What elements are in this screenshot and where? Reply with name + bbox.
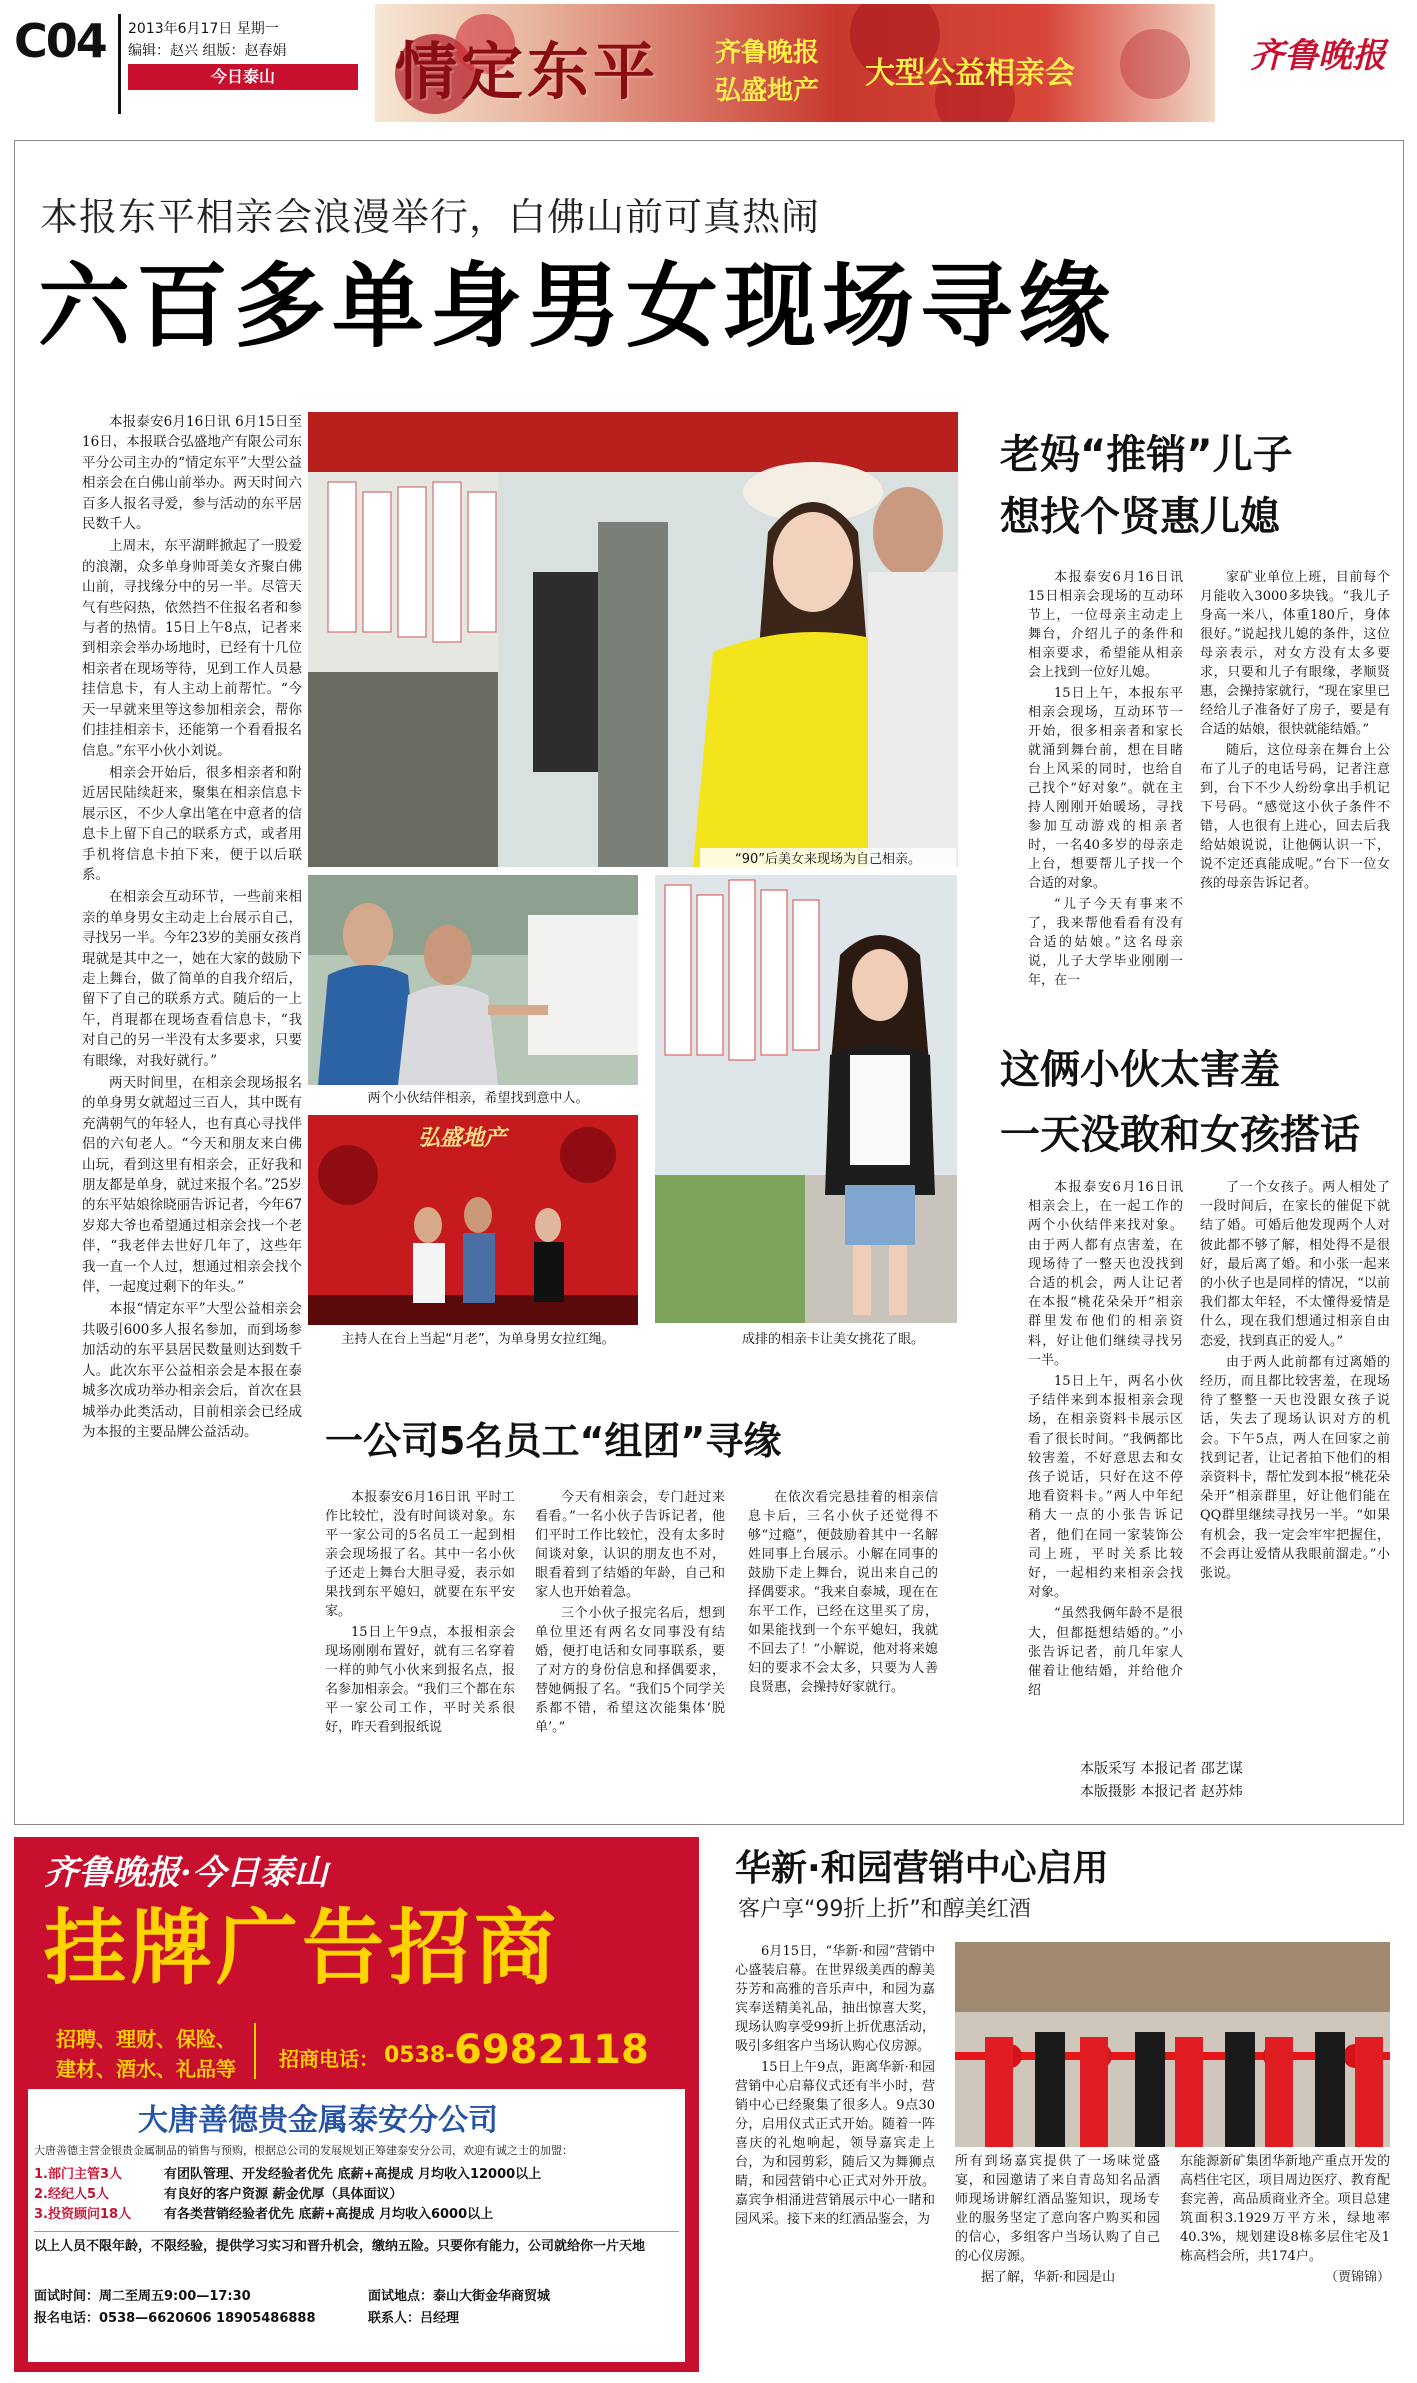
page-number: C04 <box>14 14 106 68</box>
sub1-para-2: 15日上午，本报东平相亲会现场，互动环节一开始，很多相亲者和家长就涌到舞台前，想在目睹台上风采的同时，也给自己找个“好对象”。就在主持人刚刚开始暖场，寻找参加互动游戏的相亲者时，一名40多岁的母亲走上台，想要帮儿子找一个合适的对象。 <box>1028 686 1183 891</box>
ad-job-row <box>34 2205 679 2225</box>
promo-para-3: 所有到场嘉宾提供了一场味觉盛宴，和园邀请了来自青岛知名品酒师现场讲解红酒品鉴知识，现场专业的服务坚定了意向客户购买和园的信心，多组客户当场认购了自己的心仪房源。 <box>955 2154 1160 2264</box>
promo-para-4: 据了解，华新·和园是山 <box>981 2270 1116 2285</box>
photo-ribbon-cutting <box>955 1942 1390 2147</box>
section-tab: 今日泰山 <box>128 64 358 90</box>
ad-company: 大唐善德贵金属泰安分公司 <box>138 2103 498 2138</box>
ad-requirement: 以上人员不限年龄，不限经验，提供学习实习和晋升机会，缴纳五险。只要你有能力，公司就给你一片天地 <box>34 2239 646 2254</box>
credit-photo: 本版摄影 本报记者 赵苏炜 <box>1080 1784 1243 1800</box>
credit-writer: 本版采写 本报记者 邵艺谋 <box>1080 1761 1243 1777</box>
sub3-headline: 一公司5名员工“组团”寻缘 <box>325 1419 782 1463</box>
photo-hanging-cards-image <box>655 875 957 1323</box>
caption-photo-cards: 成排的相亲卡让美女挑花了眼。 <box>741 1332 924 1347</box>
ad-title: 挂牌广告招商 <box>44 1901 561 1996</box>
photo-hanging-cards <box>655 875 957 1323</box>
sub2-para-1: 本报泰安6月16日讯 相亲会上，在一起工作的两个小伙结伴来找对象。由于两人都有点害羞，在现场待了一整天也没找到合适的机会，两人让记者在本报“桃花朵朵开”相亲群里发布他们的相亲资料，好让他们继续寻找另一半。 <box>1028 1180 1183 1368</box>
sub2-headline-2: 一天没敢和女孩搭话 <box>1000 1112 1360 1158</box>
caption-photo-men: 两个小伙结伴相亲，希望找到意中人。 <box>367 1091 589 1106</box>
sub2-headline-1: 这俩小伙太害羞 <box>1000 1047 1280 1093</box>
ad-phone-number: 6982118 <box>454 2027 649 2073</box>
sub2-para-4: 了一个女孩子。两人相处了一段时间后，在家长的催促下就结了婚。可婚后他发现两个人对彼此都不够了解，相处得不是很好，最后离了婚。和小张一起来的小伙子也是同样的情况，“以前我们都太年轻，不太懂得爱情是什么，现在我们想通过相亲自由恋爱，找到真正的爱人。” <box>1200 1180 1390 1349</box>
ad-job-role: 3.投资顾问18人 <box>34 2207 132 2222</box>
sub1-headline-2: 想找个贤惠儿媳 <box>1000 494 1280 540</box>
promo-column-2 <box>955 2152 1160 2372</box>
ad-phone-label: 招商电话： <box>279 2047 379 2071</box>
promo-column-1 <box>735 1942 935 2362</box>
photo-stage <box>308 1115 638 1325</box>
ad-job-role: 1.部门主管3人 <box>34 2167 123 2182</box>
main-para-2: 上周末，东平湖畔掀起了一股爱的浪潮，众多单身帅哥美女齐聚白佛山前，寻找缘分中的另一半。尽管天气有些闷热，依然挡不住报名者和参与者的热情。15日上午8点，记者来到相亲会举办场地时，已经有十几位相亲者在现场等待，见到工作人员悬挂信息卡，有人主动上前帮忙。“今天一早就来里等这参加相亲会，帮你们挂挂相亲卡，还能第一个看看报名信息。”东平小伙小刘说。 <box>82 538 302 759</box>
banner-event: 大型公益相亲会 <box>865 56 1075 91</box>
main-headline: 六百多单身男女现场寻缘 <box>38 253 1117 360</box>
sub3-para-3: 今天有相亲会，专门赶过来看看。”一名小伙子告诉记者，他们平时工作比较忙，没有太多时间谈对象，认识的朋友也不对，眼看着到了结婚的年龄，自己和家人也开始着急。 <box>535 1490 725 1600</box>
sub1-column-a <box>1028 568 1183 1028</box>
sub3-column-3 <box>748 1488 938 1818</box>
sub1-para-4: 家矿业单位上班，目前每个月能收入3000多块钱。“我儿子身高一米八，体重180斤，身体很好。”说起找儿媳的条件，这位母亲表示，对女方没有太多要求，只要和儿子有眼缘，孝顺贤惠，会操持家就行，“现在家里已经给儿子准备好了房子，要是有合适的姑娘，很快就能结婚。” <box>1200 570 1390 737</box>
ad-recruit-divider <box>34 2231 679 2232</box>
ad-job-desc: 有团队管理、开发经验者优先 底薪+高提成 月均收入12000以上 <box>164 2167 542 2182</box>
promo-para-2: 15日上午9点，距离华新·和园营销中心启幕仪式还有半小时，营销中心已经聚集了很多人。9点30分，启用仪式正式开始。随着一阵喜庆的礼炮响起，领导嘉宾走上台，为和园剪彩，随后又为舞狮点睛，和园营销中心正式对外开放。嘉宾争相涌进营销展示中心一睹和园风采。接下来的红酒品鉴会，为 <box>735 2060 935 2227</box>
sub1-para-1: 本报泰安6月16日讯 15日相亲会现场的互动环节上，一位母亲主动走上舞台，介绍儿子的条件和相亲要求，希望能从相亲会上找到一位好儿媳。 <box>1028 570 1183 680</box>
sub2-column-a <box>1028 1178 1183 1738</box>
ad-categories-2: 建材、酒水、礼品等 <box>56 2057 236 2081</box>
sub3-para-2: 15日上午9点，本报相亲会现场刚刚布置好，就有三名穿着一样的帅气小伙来到报名点，报名参加相亲会。“我们三个都在东平一家公司工作，平时关系很好，昨天看到报纸说 <box>325 1625 515 1735</box>
stage-sign: 弘盛地产 <box>418 1126 507 1151</box>
promo-column-3 <box>1180 2152 1390 2372</box>
ad-job-row <box>34 2185 679 2205</box>
ad-jobs <box>34 2165 679 2225</box>
promo-para-1: 6月15日，“华新·和园”营销中心盛装启幕。在世界级美西的醇美芬芳和高雅的音乐声中，和园为嘉宾奉送精美礼品，抽出惊喜大奖，现场认购享受99折上折优惠活动，吸引多组客户当场认购心仪房源。 <box>735 1944 935 2054</box>
editors: 编辑：赵兴 组版：赵春娟 <box>128 43 287 59</box>
photo-two-men <box>308 875 638 1085</box>
ad-interview-place: 面试地点：泰山大街金华商贸城 <box>368 2289 551 2304</box>
promo-subhead: 客户享“99折上折”和醇美红酒 <box>738 1897 1031 1922</box>
sub3-column-1 <box>325 1488 515 1818</box>
ad-phone-area: 0538- <box>384 2043 455 2068</box>
ad-recruit-panel <box>28 2089 685 2362</box>
banner-sponsor-2: 弘盛地产 <box>715 76 820 106</box>
ad-job-role: 2.经纪人5人 <box>34 2187 110 2202</box>
issue-date: 2013年6月17日 星期一 <box>128 21 279 37</box>
ad-categories-divider <box>254 2023 256 2079</box>
caption-photo-main: “90”后美女来现场为自己相亲。 <box>700 848 956 867</box>
ad-interview-time: 面试时间：周二至周五9:00—17:30 <box>34 2289 251 2304</box>
main-para-3: 相亲会开始后，很多相亲者和附近居民陆续赶来，聚集在相亲信息卡展示区，不少人拿出笔在中意者的信息卡上留下自己的联系方式，或者用手机将信息卡拍下来，便于以后联系。 <box>82 764 302 883</box>
main-para-5: 两天时间里，在相亲会现场报名的单身男女就超过三百人，其中既有充满朝气的年轻人，也有真心寻找伴侣的六旬老人。“今天和朋友来白佛山玩，看到这里有相亲会，正好我和朋友都是单身，就过来报个名。”25岁的东平姑娘徐晓丽告诉记者，今年67岁郑大爷也希望通过相亲会找一个老伴，“我老伴去世好几年了，这些年我一直一个人过，想通过相亲会找个伴，一起度过剩下的年头。” <box>82 1075 302 1296</box>
main-column-1 <box>82 412 302 1812</box>
photo-girl-yellow <box>308 412 958 867</box>
ad-categories-1: 招聘、理财、保险、 <box>56 2027 236 2051</box>
sub1-para-5: 随后，这位母亲在舞台上公布了儿子的电话号码，记者注意到，台下不少人纷纷拿出手机记下号码。“感觉这小伙子条件不错，人也很有上进心，回去后我给姑娘说说，让他俩认识一下，说不定还真能成呢。”台下一位女孩的母亲告诉记者。 <box>1200 743 1390 891</box>
ad-job-desc: 有各类营销经验者优先 底薪+高提成 月均收入6000以上 <box>164 2207 494 2222</box>
promo-headline: 华新·和园营销中心启用 <box>735 1848 1109 1889</box>
ad-job-row <box>34 2165 679 2185</box>
ad-block <box>14 1837 699 2372</box>
banner-title: 情定东平 <box>395 35 660 108</box>
promo-author: （贾锦锦） <box>1324 2270 1390 2285</box>
ad-job-desc: 有良好的客户资源 薪金优厚（具体面议） <box>164 2187 403 2202</box>
sub3-para-1: 本报泰安6月16日讯 平时工作比较忙，没有时间谈对象。东平一家公司的5名员工一起到相亲会现场报了名。其中一名小伙子还走上舞台大胆寻爱，表示如果找到东平媳妇，就要在东平安家。 <box>325 1490 515 1619</box>
photo-ribbon-cutting-image <box>955 1942 1390 2147</box>
masthead <box>0 0 1417 128</box>
sub2-para-5: 由于两人此前都有过离婚的经历，而且都比较害羞，在现场待了整整一天也没跟女孩子说话，失去了现场认识对方的机会。下午5点，两人在回家之前找到记者，让记者拍下他们的相亲资料卡，帮忙发到本报“桃花朵朵开”相亲群里，好让他们能在QQ群里继续寻找另一半。“如果有机会，我一定会牢牢把握住，不会再让爱情从我眼前溜走。”小张说。 <box>1200 1354 1390 1582</box>
main-para-1: 本报泰安6月16日讯 6月15日至16日，本报联合弘盛地产有限公司东平分公司主办的“情定东平”大型公益相亲会在白佛山前举办。两天时间六百多人报名寻爱，参与活动的东平居民数千人。 <box>82 414 302 533</box>
sub2-para-2: 15日上午，两名小伙子结伴来到本报相亲会现场，在相亲资料卡展示区看了很长时间。“我俩都比较害羞，不好意思去和女孩子说话，只好在这不停地看资料卡。”两人中年纪稍大一点的小张告诉记者，他们在同一家装饰公司上班，平时关系比较好，一起相约来相亲会找对象。 <box>1028 1374 1183 1601</box>
ad-logo: 齐鲁晚报·今日泰山 <box>44 1853 328 1893</box>
sub3-para-4: 三个小伙子报完名后，想到单位里还有两名女同事没有结婚，便打电话和女同事联系，要了对方的身份信息和择偶要求，替她俩报了名。“我们5个同学关系都不错，希望这次能集体‘脱单’。” <box>535 1606 725 1735</box>
paper-logo: 齐鲁晚报 <box>1250 36 1386 76</box>
main-para-4: 在相亲会互动环节，一些前来相亲的单身男女主动走上台展示自己，寻找另一半。今年23岁的美丽女孩肖琨就是其中之一，她在大家的鼓励下走上舞台，做了简单的自我介绍后，留下了自己的联系方式。随后的一上午，肖琨都在现场查看信息卡，“我对自己的另一半没有太多要求，只要有眼缘，对我好就行。” <box>82 889 302 1069</box>
sub3-column-2 <box>535 1488 725 1818</box>
sub1-para-3: “儿子今天有事来不了，我来帮他看看有没有合适的姑娘。”这名母亲说，儿子大学毕业刚刚一年，在一 <box>1028 897 1183 988</box>
main-para-6: 本报“情定东平”大型公益相亲会共吸引600多人报名参加，而到场参加活动的东平县居民数量则达到数千人。此次东平公益相亲会是本报在泰城多次成功举办相亲会后，首次在县城举办此类活动，目前相亲会已经成为本报的主要品牌公益活动。 <box>82 1301 302 1440</box>
sub1-column-b <box>1200 568 1390 1028</box>
ad-phones: 报名电话：0538—6620606 18905486888 <box>34 2311 316 2326</box>
ad-contact: 联系人：吕经理 <box>368 2311 460 2326</box>
banner-sponsor-1: 齐鲁晚报 <box>715 38 820 68</box>
sub1-headline-1: 老妈“推销”儿子 <box>1000 432 1293 478</box>
ad-intro: 大唐善德主营金银贵金属制品的销售与预购，根据总公司的发展规划正筹建泰安分公司，欢迎有诚之士的加盟： <box>34 2144 573 2157</box>
page-number-bar <box>118 14 121 114</box>
caption-photo-stage: 主持人在台上当起“月老”，为单身男女拉红绳。 <box>341 1332 615 1347</box>
main-subtitle: 本报东平相亲会浪漫举行，白佛山前可真热闹 <box>40 195 821 239</box>
sub3-para-5: 在依次看完悬挂着的相亲信息卡后，三名小伙子还觉得不够“过瘾”，便鼓励着其中一名解姓同事上台展示。小解在同事的鼓励下走上舞台，说出来自己的择偶要求。“我来自泰城，现在在东平工作，已经在这里买了房，如果能找到一个东平媳妇，我就不回去了！”小解说，他对将来媳妇的要求不会太多，只要为人善良贤惠，会操持好家就行。 <box>748 1490 938 1695</box>
photo-girl-yellow-image <box>308 412 958 867</box>
photo-two-men-image <box>308 875 638 1085</box>
sub2-column-b <box>1200 1178 1390 1738</box>
event-banner <box>375 4 1215 122</box>
sub2-para-3: “虽然我俩年龄不是很大，但都挺想结婚的。”小张告诉记者，前几年家人催着让他结婚，并给他介绍 <box>1028 1606 1183 1699</box>
promo-para-5: 东能源新矿集团华新地产重点开发的高档住宅区，项目周边医疗、教育配套完善，高品质商业齐全。项目总建筑面积3.1929万平方米，绿地率40.3%，规划建设8栋多层住宅及1栋高档会所，共174户。 <box>1180 2154 1390 2264</box>
